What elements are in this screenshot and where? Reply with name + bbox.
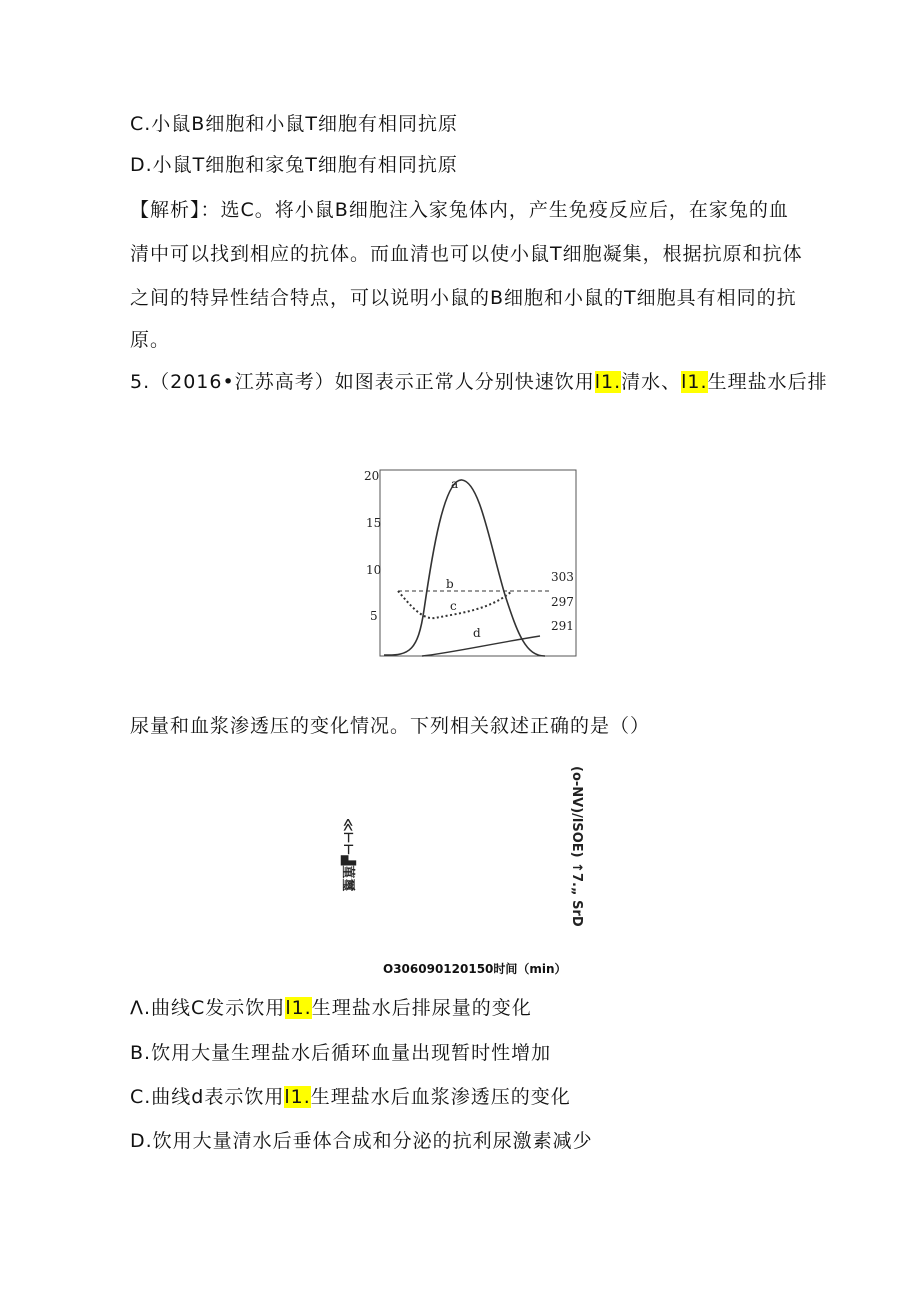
- option-a-part-1: Λ.曲线C发示饮用: [130, 997, 286, 1019]
- analysis-label: 【解析】: [130, 199, 201, 221]
- left-tick-20: 20: [364, 469, 380, 483]
- urine-osmolality-chart: [340, 460, 600, 670]
- left-tick-10: 10: [366, 563, 382, 577]
- option-a-highlight: l1.: [285, 997, 312, 1019]
- analysis-line-1: [130, 196, 789, 224]
- rotated-y-axis-label-right: (o-NV)/lSOE) ↑7.„ SrD: [569, 766, 584, 927]
- series-c-label: c: [450, 599, 457, 613]
- question-stem-continued: 尿量和血浆渗透压的变化情况。下列相关叙述正确的是（）: [130, 715, 651, 737]
- rotated-y-axis-label-left: ≪⊢⊢▟菫璽: [340, 818, 355, 892]
- option-c-previous: C.小鼠B细胞和小鼠T细胞有相同抗原: [130, 113, 458, 135]
- option-a: [130, 994, 532, 1022]
- series-a-curve: [384, 480, 545, 656]
- option-d: D.饮用大量清水后垂体合成和分泌的抗利尿激素减少: [130, 1130, 593, 1152]
- stem-part-3: 生理盐水后排: [707, 371, 828, 393]
- analysis-line-2: 清中可以找到相应的抗体。而血清也可以使小鼠T细胞凝集，根据抗原和抗体: [130, 243, 803, 265]
- right-tick-291: 291: [551, 619, 574, 633]
- option-b: B.饮用大量生理盐水后循环血量出现暂时性增加: [130, 1042, 552, 1064]
- analysis-line-3: 之间的特异性结合特点，可以说明小鼠的B细胞和小鼠的T细胞具有相同的抗: [130, 287, 797, 309]
- option-c-part-2: 生理盐水后血浆渗透压的变化: [310, 1086, 571, 1108]
- highlight-1: l1.: [594, 371, 622, 393]
- question-stem: [130, 368, 828, 396]
- option-d-previous: D.小鼠T细胞和家兔T细胞有相同抗原: [130, 154, 458, 176]
- stem-part-2: 清水、: [621, 371, 682, 393]
- right-tick-303: 303: [551, 570, 574, 584]
- series-d-curve: [422, 636, 540, 656]
- analysis-line-4: 原。: [130, 329, 171, 351]
- x-axis-caption: O306090120150时间（min）: [383, 962, 567, 976]
- series-d-label: d: [473, 626, 481, 640]
- series-a-label: a: [451, 477, 459, 491]
- option-c: [130, 1083, 571, 1111]
- option-c-part-1: C.曲线d表示饮用: [130, 1086, 285, 1108]
- right-tick-297: 297: [551, 595, 574, 609]
- highlight-2: l1.: [681, 371, 708, 393]
- series-b-label: b: [446, 577, 454, 591]
- option-a-part-2: 生理盐水后排尿量的变化: [311, 997, 532, 1019]
- analysis-text-1: ：选C。将小鼠B细胞注入家兔体内，产生免疫反应后，在家兔的血: [200, 199, 789, 221]
- option-c-highlight: l1.: [284, 1086, 311, 1108]
- left-tick-5: 5: [370, 609, 378, 623]
- stem-part-1: 5.（2016•江苏高考）如图表示正常人分别快速饮用: [130, 371, 595, 393]
- left-tick-15: 15: [366, 516, 382, 530]
